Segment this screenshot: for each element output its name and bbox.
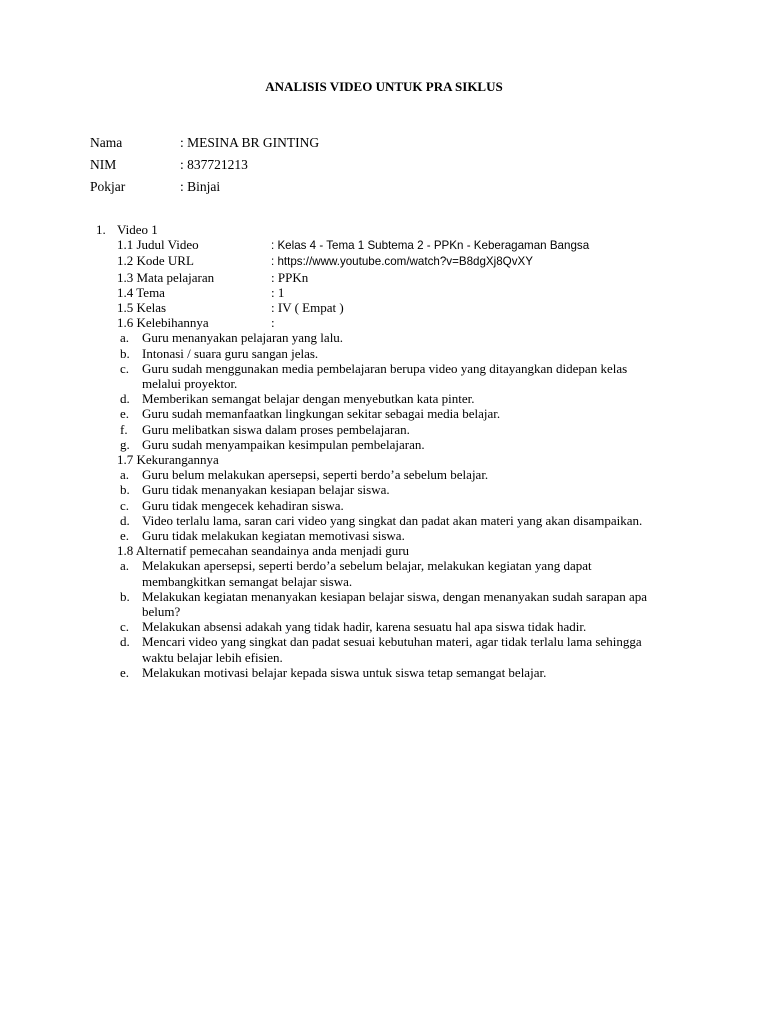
list-text: Melakukan apersepsi, seperti berdo’a sebelum belajar, melakukan kegiatan yang dapat membangkitkan semangat belajar siswa. [142,558,592,589]
list-text: Guru belum melakukan apersepsi, seperti berdo’a sebelum belajar. [142,467,489,483]
field-key: 1.5 Kelas [117,300,167,316]
field-value: : https://www.youtube.com/watch?v=B8dgXj8QvXY [271,255,533,269]
identity-row-nim [90,156,319,178]
kekurangan-heading: 1.7 Kekurangannya [117,452,219,468]
field-key: 1.3 Mata pelajaran [117,269,215,285]
field-key: 1.2 Kode URL [117,253,194,269]
section-title: Video 1 [117,222,158,237]
list-marker: c. [120,497,130,513]
list-marker: a. [120,330,130,346]
video-fields [96,237,696,330]
list-text: Video terlalu lama, saran cari video yang singkat dan padat akan materi yang akan disampaikan. [142,512,643,528]
list-item [120,467,658,483]
list-text: Guru tidak mengecek kehadiran siswa. [142,497,344,513]
list-item [120,482,658,498]
field-value: : IV ( Empat ) [271,300,344,316]
video-field-row [96,237,696,253]
list-item [120,406,658,422]
identity-block [90,134,319,200]
video-field-row [96,270,696,285]
field-value: : 1 [271,284,285,300]
list-text: Intonasi / suara guru sangan jelas. [142,345,319,361]
list-item [120,512,658,528]
list-marker: c. [120,619,130,635]
list-text: Guru sudah memanfaatkan lingkungan sekitar sebagai media belajar. [142,406,501,422]
identity-label: Pokjar [90,179,126,194]
document-title: ANALISIS VIDEO UNTUK PRA SIKLUS [265,79,503,94]
list-item [120,558,658,589]
list-marker: c. [120,360,130,376]
list-item [120,421,658,437]
list-marker: a. [120,558,130,574]
list-marker: d. [120,512,130,528]
identity-value: : Binjai [180,179,221,194]
list-text: Guru tidak menanyakan kesiapan belajar siswa. [142,482,390,498]
list-text: Melakukan absensi adakah yang tidak hadir, karena sesuatu hal apa siswa tidak hadir. [142,619,587,635]
list-item [120,436,658,452]
alternatif-list [96,558,696,680]
identity-label: NIM [90,157,117,172]
list-text: Guru melibatkan siswa dalam proses pembelajaran. [142,421,410,437]
list-marker: e. [120,528,130,544]
list-item [120,345,658,361]
identity-label: Nama [90,135,123,150]
list-item [120,528,658,544]
identity-value: : 837721213 [180,157,248,172]
field-value: : [271,315,275,331]
list-text: Guru sudah menyampaikan kesimpulan pembelajaran. [142,436,425,452]
list-marker: a. [120,467,130,483]
list-text: Memberikan semangat belajar dengan menyebutkan kata pinter. [142,391,475,407]
kekurangan-list [96,467,696,543]
list-marker: d. [120,391,130,407]
list-text: Guru tidak melakukan kegiatan memotivasi siswa. [142,528,405,544]
video-field-row [96,315,696,330]
list-item [120,588,658,620]
field-key: 1.4 Tema [117,284,165,300]
field-key: 1.1 Judul Video [117,237,199,253]
list-text: Guru menanyakan pelajaran yang lalu. [142,330,344,346]
list-item [120,497,658,513]
field-key: 1.6 Kelebihannya [117,315,209,331]
list-item [120,391,658,407]
list-text: Mencari video yang singkat dan padat sesuai kebutuhan materi, agar tidak terlalu lama sehingga waktu belajar lebih efisien. [142,634,642,665]
list-item [120,634,658,665]
identity-value: : MESINA BR GINTING [180,135,320,150]
identity-row-name [90,134,319,156]
list-marker: f. [120,421,128,437]
field-value: : Kelas 4 - Tema 1 Subtema 2 - PPKn - Keberagaman Bangsa [271,239,590,253]
alternatif-heading: 1.8 Alternatif pemecahan seandainya anda menjadi guru [117,543,410,559]
list-text: Guru sudah menggunakan media pembelajaran berupa video yang ditayangkan didepan kelas melalui proyektor. [142,360,628,392]
video-heading [96,222,696,237]
list-marker: g. [120,436,130,452]
list-item [120,664,658,680]
list-marker: b. [120,345,130,361]
list-item [120,330,658,346]
section-number: 1. [96,222,106,237]
list-text: Melakukan kegiatan menanyakan kesiapan belajar siswa, dengan menanyakan sudah sarapan apa belum? [142,588,647,620]
list-marker: d. [120,634,130,650]
list-text: Melakukan motivasi belajar kepada siswa untuk siswa tetap semangat belajar. [142,664,547,680]
video-field-row [96,300,696,315]
list-marker: b. [120,482,130,498]
kelebihan-list [96,330,696,452]
list-marker: b. [120,588,130,604]
video-field-row [96,285,696,300]
field-value: : PPKn [271,269,309,285]
video-field-row [96,253,696,269]
identity-row-pokjar [90,178,319,200]
list-marker: e. [120,406,130,422]
video-section [96,222,696,680]
list-marker: e. [120,664,130,680]
list-item [120,619,658,635]
list-item [120,360,658,392]
